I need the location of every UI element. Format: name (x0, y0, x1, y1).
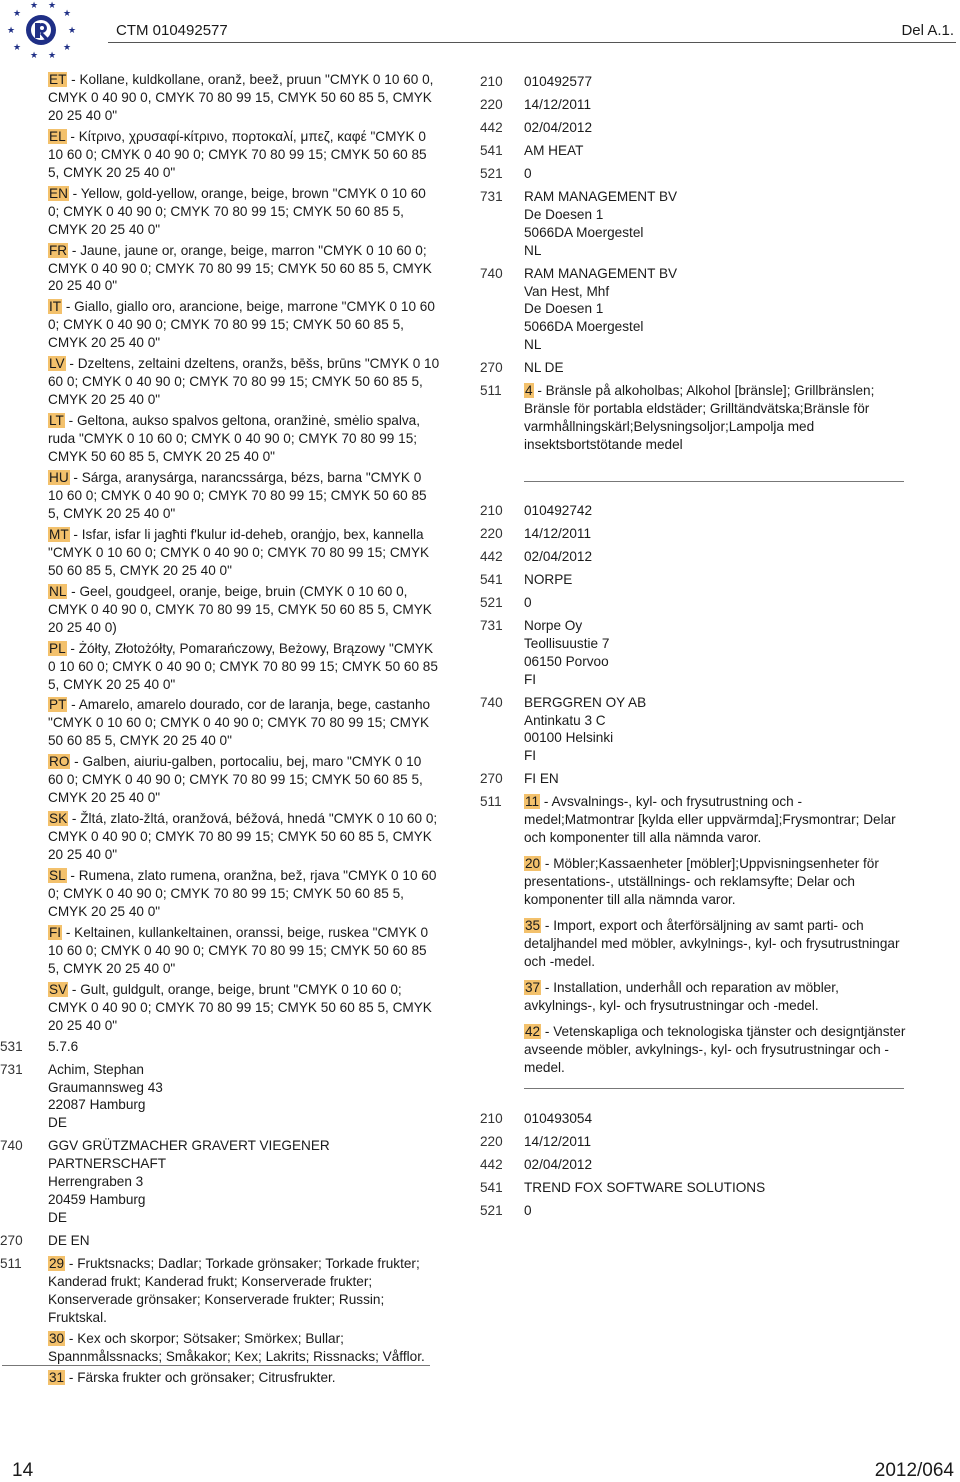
lang-code: LT (49, 413, 64, 429)
field-740 (480, 694, 910, 766)
field-value: NL DE (524, 360, 564, 376)
colour-descriptions (48, 71, 440, 1035)
class-text: - Vetenskapliga och teknologiska tjänster och designtjänster avseende möbler, avkylnings-, kyl- och frysutrustningar och -medel. (524, 1023, 906, 1075)
entry-010492577 (480, 73, 910, 462)
lang-text: - Gult, guldgult, orange, beige, brunt "CMYK 0 10 60 0; CMYK 0 40 90 0; CMYK 70 80 99 15; CMYK 50 60 85 5, CMYK 20 25 40 0" (48, 981, 432, 1033)
class-text: - Bränsle på alkoholbas; Alkohol [bränsle]; Grillbränslen; Bränsle för portabla eldstäder; Grilltändvätska;Bränsle för varmhållningskärl;Belysningsoljor;Lampolja med insektsbortstötande medel (524, 383, 875, 453)
lang-text: - Żółty, Złotożółty, Pomarańczowy, Beżowy, Brązowy "CMYK 0 10 60 0; CMYK 0 40 90 0; CMYK 70 80 99 15; CMYK 50 60 85 5, CMYK 20 25 40 0" (48, 640, 438, 692)
field-value: 0 (524, 594, 532, 610)
lang-code: SL (49, 868, 66, 884)
applicant-line: 06150 Porvoo (524, 653, 609, 669)
field-value: 02/04/2012 (524, 119, 593, 135)
class-text: - Avsvalnings-, kyl- och frysutrustning och -medel;Matmontrar [kylda eller uppvärmda];Frysmontrar; Delar och komponenter till alla nämnda varor. (524, 794, 896, 846)
applicant-line: Norpe Oy (524, 617, 583, 633)
part-reference: Del A.1. (901, 22, 954, 39)
class-text: - Möbler;Kassaenheter [möbler];Uppvisningsenheter för presentations-, utställnings- och reklamsyfte; Delar och komponenter till alla nämnda varor. (524, 856, 879, 908)
lang-text: - Giallo, giallo oro, arancione, beige, marrone "CMYK 0 10 60 0; CMYK 0 40 90 0; CMYK 70 80 99 15; CMYK 50 60 85 5, CMYK 20 25 40 0" (48, 299, 435, 351)
applicant-line: Teollisuustie 7 (524, 635, 610, 651)
applicant-line: DE (48, 1115, 67, 1131)
svg-text:★: ★ (48, 1, 57, 11)
svg-text:★: ★ (63, 9, 72, 19)
field-value: 010492577 (524, 74, 593, 89)
ctm-number: CTM 010492577 (116, 22, 228, 39)
svg-text:★: ★ (63, 43, 72, 53)
field-code: 521 (480, 1202, 503, 1218)
lang-text: - Κίτρινο, χρυσαφί-κίτρινο, πορτοκαλί, μπεζ, καφέ "CMYK 0 10 60 0; CMYK 0 40 90 0; CMYK 70 80 99 15; CMYK 50 60 85 5, CMYK 20 25 40 0" (48, 128, 427, 180)
class-text: - Kex och skorpor; Sötsaker; Smörkex; Bullar; Spannmålssnacks; Småkakor; Kex; Lakrits; Rissnacks; Våfflor. (48, 1330, 425, 1364)
field-210 (480, 73, 910, 91)
nice-class: 4 (525, 383, 533, 399)
field-code: 210 (480, 1111, 503, 1126)
svg-text:★: ★ (30, 1, 39, 11)
applicant-line: RAM MANAGEMENT BV (524, 188, 678, 204)
field-442 (480, 1156, 910, 1174)
svg-text:★: ★ (68, 26, 77, 36)
field-731 (480, 188, 910, 260)
field-code: 210 (480, 503, 503, 518)
lang-code: FI (49, 924, 62, 940)
applicant-line: De Doesen 1 (524, 206, 604, 222)
field-code: 442 (480, 548, 503, 564)
lang-text: - Žltá, zlato-žltá, oranžová, béžová, hnedá "CMYK 0 10 60 0; CMYK 0 40 90 0; CMYK 70 80 99 15; CMYK 50 60 85 5, CMYK 20 25 40 0" (48, 811, 438, 863)
field-code: 511 (480, 794, 502, 810)
header-rule (108, 42, 956, 43)
field-code: 731 (480, 188, 503, 204)
nice-class: 42 (525, 1023, 541, 1039)
applicant-line: 5066DA Moergestel (524, 224, 644, 240)
svg-text:★: ★ (48, 51, 57, 60)
field-value: FI EN (524, 771, 559, 787)
entry-010492742 (480, 502, 910, 1085)
representative-line: De Doesen 1 (524, 301, 604, 317)
field-541 (480, 1179, 910, 1197)
field-270 (480, 359, 910, 377)
field-270 (480, 770, 910, 788)
field-210 (480, 1110, 910, 1128)
nice-class: 20 (525, 856, 541, 872)
field-521 (480, 594, 910, 612)
field-code: 740 (0, 1138, 23, 1154)
field-code: 531 (0, 1038, 23, 1054)
lang-code: RO (49, 754, 70, 770)
field-220 (480, 1133, 910, 1151)
field-code: 541 (480, 571, 503, 587)
field-541 (480, 142, 910, 160)
representative-line: DE (48, 1210, 67, 1226)
field-code: 210 (480, 74, 503, 89)
field-270 (0, 1232, 440, 1250)
representative-line: NL (524, 337, 542, 353)
field-731 (0, 1061, 440, 1133)
field-code: 442 (480, 119, 503, 135)
field-511 (0, 1255, 440, 1390)
lang-text: - Geel, goudgeel, oranje, beige, bruin (CMYK 0 10 60 0, CMYK 0 40 90 0, CMYK 70 80 99 15, CMYK 50 60 85 5, CMYK 20 25 40 0) (48, 583, 432, 635)
field-210 (480, 502, 910, 520)
representative-line: Herrengraben 3 (48, 1174, 144, 1190)
svg-text:★: ★ (30, 51, 39, 60)
field-value: 010492742 (524, 503, 593, 518)
field-value: 0 (524, 1202, 532, 1218)
representative-line: Van Hest, Mhf (524, 283, 610, 299)
applicant-line: FI (524, 671, 537, 687)
field-442 (480, 548, 910, 566)
lang-code: SV (49, 981, 68, 997)
page-header (0, 0, 960, 60)
applicant-line: 22087 Hamburg (48, 1097, 146, 1113)
lang-code: PL (49, 640, 66, 656)
field-521 (480, 1202, 910, 1220)
field-code: 442 (480, 1156, 503, 1172)
left-column (0, 71, 440, 1395)
lang-text: - Geltona, aukso spalvos geltona, oranžinė, smėlio spalva, ruda "CMYK 0 10 60 0; CMYK 0 40 90 0; CMYK 70 80 99 15; CMYK 50 60 85 5, CMYK 20 25 40 0" (48, 413, 421, 465)
field-code: 220 (480, 1133, 503, 1149)
lang-code: EL (49, 128, 66, 144)
applicant-line: Achim, Stephan (48, 1061, 144, 1077)
field-code: 511 (0, 1256, 22, 1272)
bulletin-number: 2012/064 (874, 1460, 954, 1481)
lang-text: - Jaune, jaune or, orange, beige, marron "CMYK 0 10 60 0; CMYK 0 40 90 0; CMYK 70 80 99 15; CMYK 50 60 85 5, CMYK 20 25 40 0" (48, 242, 432, 294)
lang-text: - Kollane, kuldkollane, oranž, beež, pruun "CMYK 0 10 60 0, CMYK 0 40 90 0, CMYK 70 80 99 15, CMYK 50 60 85 5, CMYK 20 25 40 0" (48, 72, 434, 123)
applicant-line: Graumannsweg 43 (48, 1079, 163, 1095)
lang-text: - Keltainen, kullankeltainen, oranssi, beige, ruskea "CMYK 0 10 60 0; CMYK 0 40 90 0; CMYK 70 80 99 15; CMYK 50 60 85 5, CMYK 20 25 40 0" (48, 924, 429, 976)
lang-code: PT (49, 697, 67, 713)
class-text: - Installation, underhåll och reparation av möbler, avkylnings-, kyl- och frysutrustningar och -medel. (524, 979, 839, 1013)
field-code: 270 (480, 771, 503, 787)
lang-code: SK (49, 811, 68, 827)
representative-line: RAM MANAGEMENT BV (524, 265, 678, 281)
field-220 (480, 96, 910, 114)
representative-line: Antinkatu 3 C (524, 712, 606, 728)
field-value: AM HEAT (524, 142, 584, 158)
entry-separator (524, 481, 904, 482)
lang-text: - Dzeltens, zeltaini dzeltens, oranžs, bēšs, brūns "CMYK 0 10 60 0; CMYK 0 40 90 0; CMYK 70 80 99 15; CMYK 50 60 85 5, CMYK 20 25 40 0" (48, 356, 440, 408)
representative-line: 00100 Helsinki (524, 730, 614, 746)
field-code: 541 (480, 142, 503, 158)
footer-rule (2, 1365, 430, 1366)
field-740 (480, 265, 910, 355)
field-521 (480, 165, 910, 183)
svg-text:★: ★ (13, 43, 22, 53)
field-code: 731 (480, 617, 503, 633)
field-value: 010493054 (524, 1111, 593, 1126)
field-220 (480, 525, 910, 543)
class-text: - Import, export och återförsäljning av samt parti- och detaljhandel med möbler, avkylnings-, kyl- och frysutrustningar och -medel. (524, 918, 900, 969)
field-511 (480, 793, 910, 1079)
lang-code: FR (49, 242, 68, 258)
nice-class: 37 (525, 979, 541, 995)
applicant-line: NL (524, 242, 542, 258)
lang-text: - Sárga, aranysárga, narancssárga, bézs, barna "CMYK 0 10 60 0; CMYK 0 40 90 0; CMYK 70 80 99 15; CMYK 50 60 85 5, CMYK 20 25 40 0" (48, 470, 427, 521)
field-code: 731 (0, 1061, 23, 1077)
field-code: 521 (480, 594, 503, 610)
class-text: - Färska frukter och grönsaker; Citrusfrukter. (65, 1369, 336, 1385)
lang-code: EN (49, 185, 68, 201)
lang-text: - Yellow, gold-yellow, orange, beige, brown "CMYK 0 10 60 0; CMYK 0 40 90 0; CMYK 70 80 99 15; CMYK 50 60 85 5, CMYK 20 25 40 0" (48, 185, 426, 237)
field-value: NORPE (524, 571, 573, 587)
field-value: 02/04/2012 (524, 548, 593, 564)
field-740 (0, 1137, 440, 1227)
representative-line: GGV GRÜTZMACHER GRAVERT VIEGENER PARTNERSCHAFT (48, 1138, 330, 1172)
field-code: 740 (480, 694, 503, 710)
lang-code: NL (49, 583, 67, 599)
field-511 (480, 382, 910, 457)
lang-code: HU (49, 470, 69, 486)
field-code: 270 (0, 1233, 23, 1249)
field-value: DE EN (48, 1233, 90, 1249)
lang-text: - Amarelo, amarelo dourado, cor de laranja, bege, castanho "CMYK 0 10 60 0; CMYK 0 40 90 0; CMYK 70 80 99 15; CMYK 50 60 85 5, CMYK 20 25 40 0" (48, 697, 431, 749)
field-731 (480, 617, 910, 689)
field-value: 14/12/2011 (524, 525, 592, 541)
field-value: 02/04/2012 (524, 1156, 593, 1172)
field-code: 521 (480, 165, 503, 181)
svg-text:★: ★ (13, 9, 22, 19)
field-541 (480, 571, 910, 589)
representative-line: BERGGREN OY AB (524, 694, 647, 710)
eu-ohim-logo-icon (4, 0, 78, 60)
field-value: 5.7.6 (48, 1038, 79, 1054)
field-code: 270 (480, 360, 503, 376)
entry-separator (524, 1088, 904, 1089)
field-code: 511 (480, 383, 502, 399)
nice-class: 29 (49, 1256, 65, 1272)
field-code: 541 (480, 1179, 503, 1195)
nice-class: 30 (49, 1330, 65, 1346)
nice-class: 35 (525, 918, 541, 934)
nice-class: 11 (525, 794, 540, 810)
lang-code: LV (49, 356, 65, 372)
field-value: 14/12/2011 (524, 1133, 592, 1149)
field-value: 14/12/2011 (524, 96, 592, 112)
representative-line: FI (524, 748, 537, 764)
page-number: 14 (12, 1460, 34, 1481)
representative-line: 20459 Hamburg (48, 1192, 146, 1208)
lang-text: - Galben, aiuriu-galben, portocaliu, bej, maro "CMYK 0 10 60 0; CMYK 0 40 90 0; CMYK 70 80 99 15; CMYK 50 60 85 5, CMYK 20 25 40 0" (48, 754, 423, 806)
lang-code: ET (49, 72, 67, 87)
representative-line: 5066DA Moergestel (524, 319, 644, 335)
svg-text:★: ★ (7, 26, 16, 36)
field-code: 220 (480, 96, 503, 112)
lang-text: - Rumena, zlato rumena, oranžna, bež, rjava "CMYK 0 10 60 0; CMYK 0 40 90 0; CMYK 70 80 99 15; CMYK 50 60 85 5, CMYK 20 25 40 0" (48, 868, 437, 919)
lang-text: - Isfar, isfar li jagħti f'kulur id-deheb, oranġjo, bex, kannella "CMYK 0 10 60 0; CMYK 0 40 90 0; CMYK 70 80 99 15; CMYK 50 60 85 5, CMYK 20 25 40 0" (48, 526, 430, 578)
field-code: 220 (480, 525, 503, 541)
class-text: - Fruktsnacks; Dadlar; Torkade grönsaker; Torkade frukter; Kanderad frukt; Kanderad frukt; Konserverade frukter; Konserverade grönsaker; Konserverade frukter; Russin; Fruktskal. (48, 1256, 420, 1325)
field-value: TREND FOX SOFTWARE SOLUTIONS (524, 1179, 766, 1195)
lang-code: MT (49, 526, 69, 542)
field-value: 0 (524, 165, 532, 181)
nice-class: 31 (49, 1369, 65, 1385)
field-code: 740 (480, 265, 503, 281)
field-442 (480, 119, 910, 137)
entry-010493054 (480, 1110, 910, 1225)
field-531 (0, 1038, 440, 1056)
lang-code: IT (49, 299, 62, 315)
